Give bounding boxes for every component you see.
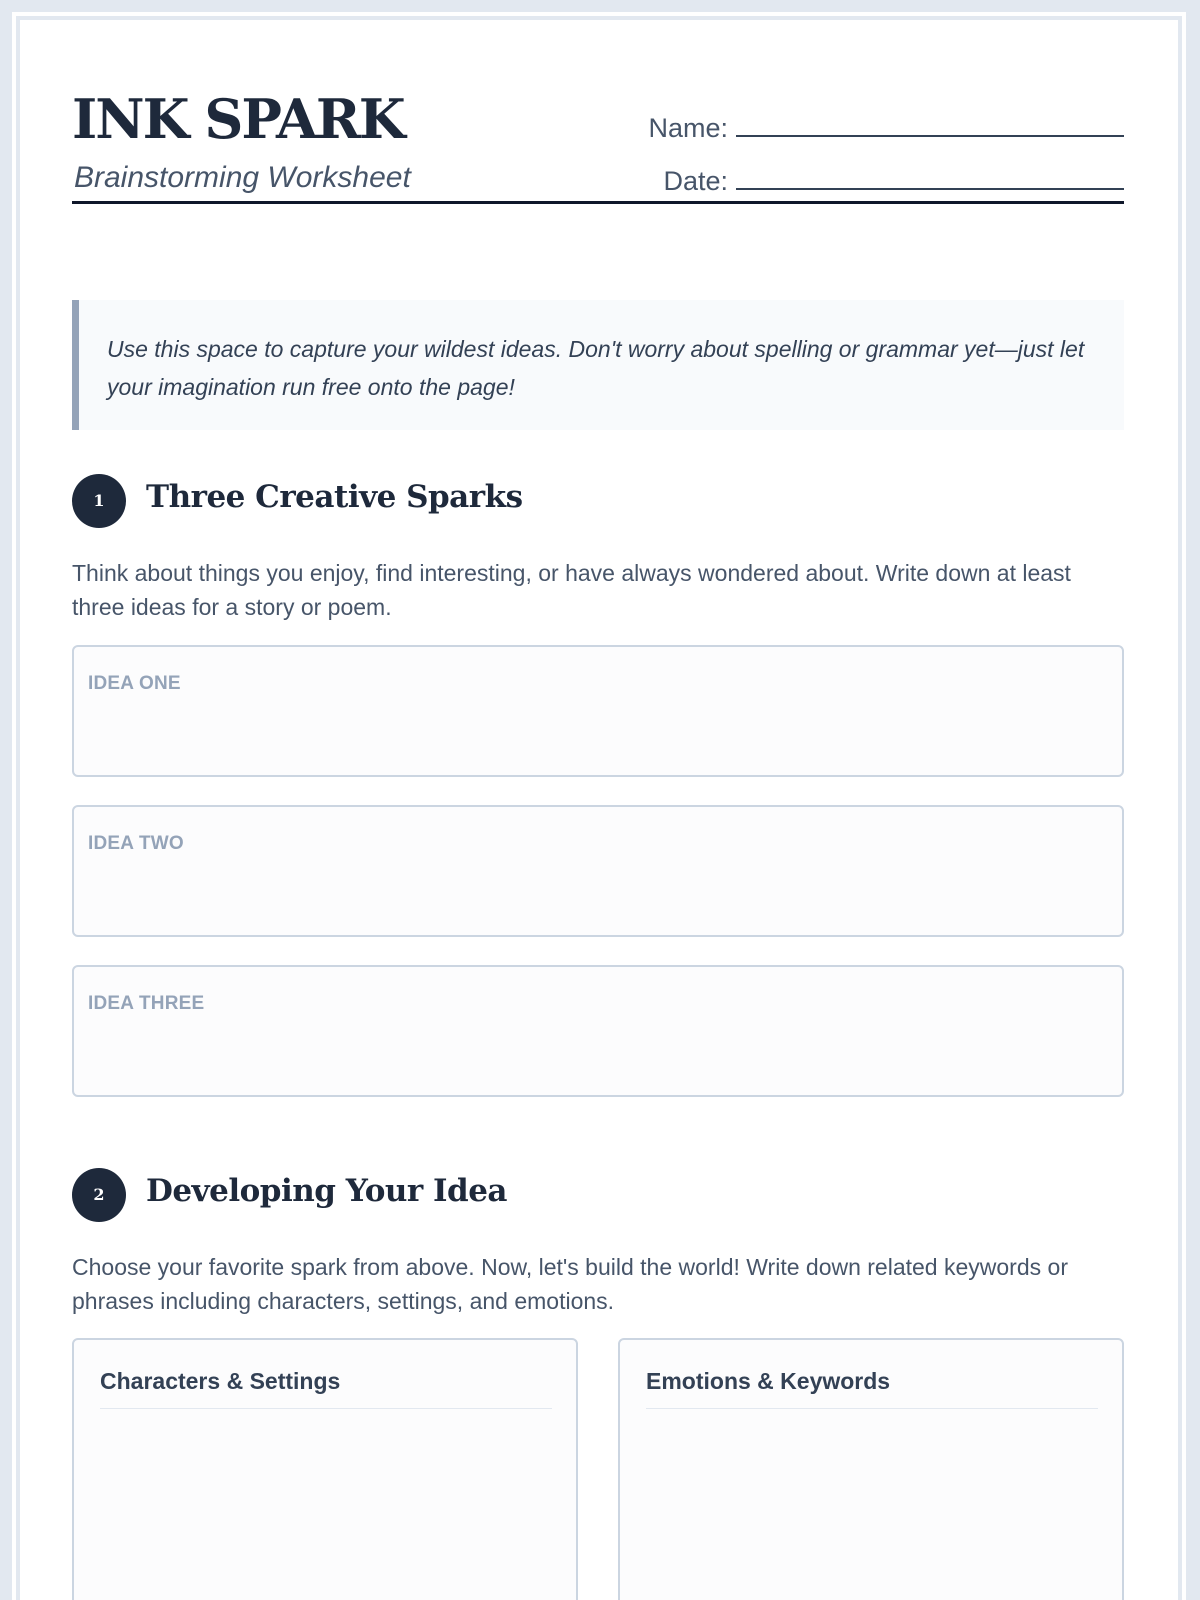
worksheet-header xyxy=(72,72,1124,204)
idea-one-label: IDEA ONE xyxy=(88,673,181,694)
date-label: Date: xyxy=(663,166,728,196)
intro-text: Use this space to capture your wildest ideas. Don't worry about spelling or grammar yet—just let your imagination run free onto the page! xyxy=(107,336,1085,400)
section-1-description: Think about things you enjoy, find interesting, or have always wondered about. Write down at least three ideas for a story or poem. xyxy=(72,560,1071,620)
section-2-number-badge: 2 xyxy=(72,1168,126,1222)
worksheet-subtitle: Brainstorming Worksheet xyxy=(74,161,411,194)
date-line[interactable] xyxy=(663,168,1124,195)
section-1-number-badge: 1 xyxy=(72,474,126,528)
section-1-title: Three Creative Sparks xyxy=(146,479,523,515)
idea-two-label: IDEA TWO xyxy=(88,833,184,854)
section-2-title: Developing Your Idea xyxy=(146,1173,508,1209)
section-1-header xyxy=(72,474,1124,528)
characters-settings-box[interactable] xyxy=(72,1338,578,1600)
emotions-keywords-box[interactable] xyxy=(618,1338,1124,1600)
worksheet-content xyxy=(72,72,1124,1394)
name-label: Name: xyxy=(648,113,728,143)
date-blank[interactable] xyxy=(736,170,1124,190)
section-2-description: Choose your favorite spark from above. Now, let's build the world! Write down related keywords or phrases including characters, settings, and emotions. xyxy=(72,1254,1068,1314)
worksheet-title: INK SPARK xyxy=(72,87,404,151)
intro-callout xyxy=(72,300,1124,430)
characters-settings-heading: Characters & Settings xyxy=(100,1370,552,1409)
name-line[interactable] xyxy=(648,115,1124,142)
emotions-keywords-heading: Emotions & Keywords xyxy=(646,1370,1098,1409)
section-2-header xyxy=(72,1168,1124,1222)
name-blank[interactable] xyxy=(736,117,1124,137)
idea-three-label: IDEA THREE xyxy=(88,993,205,1014)
idea-two-box[interactable] xyxy=(72,805,1124,937)
idea-one-box[interactable] xyxy=(72,645,1124,777)
worksheet-page xyxy=(12,12,1186,1600)
idea-three-box[interactable] xyxy=(72,965,1124,1097)
